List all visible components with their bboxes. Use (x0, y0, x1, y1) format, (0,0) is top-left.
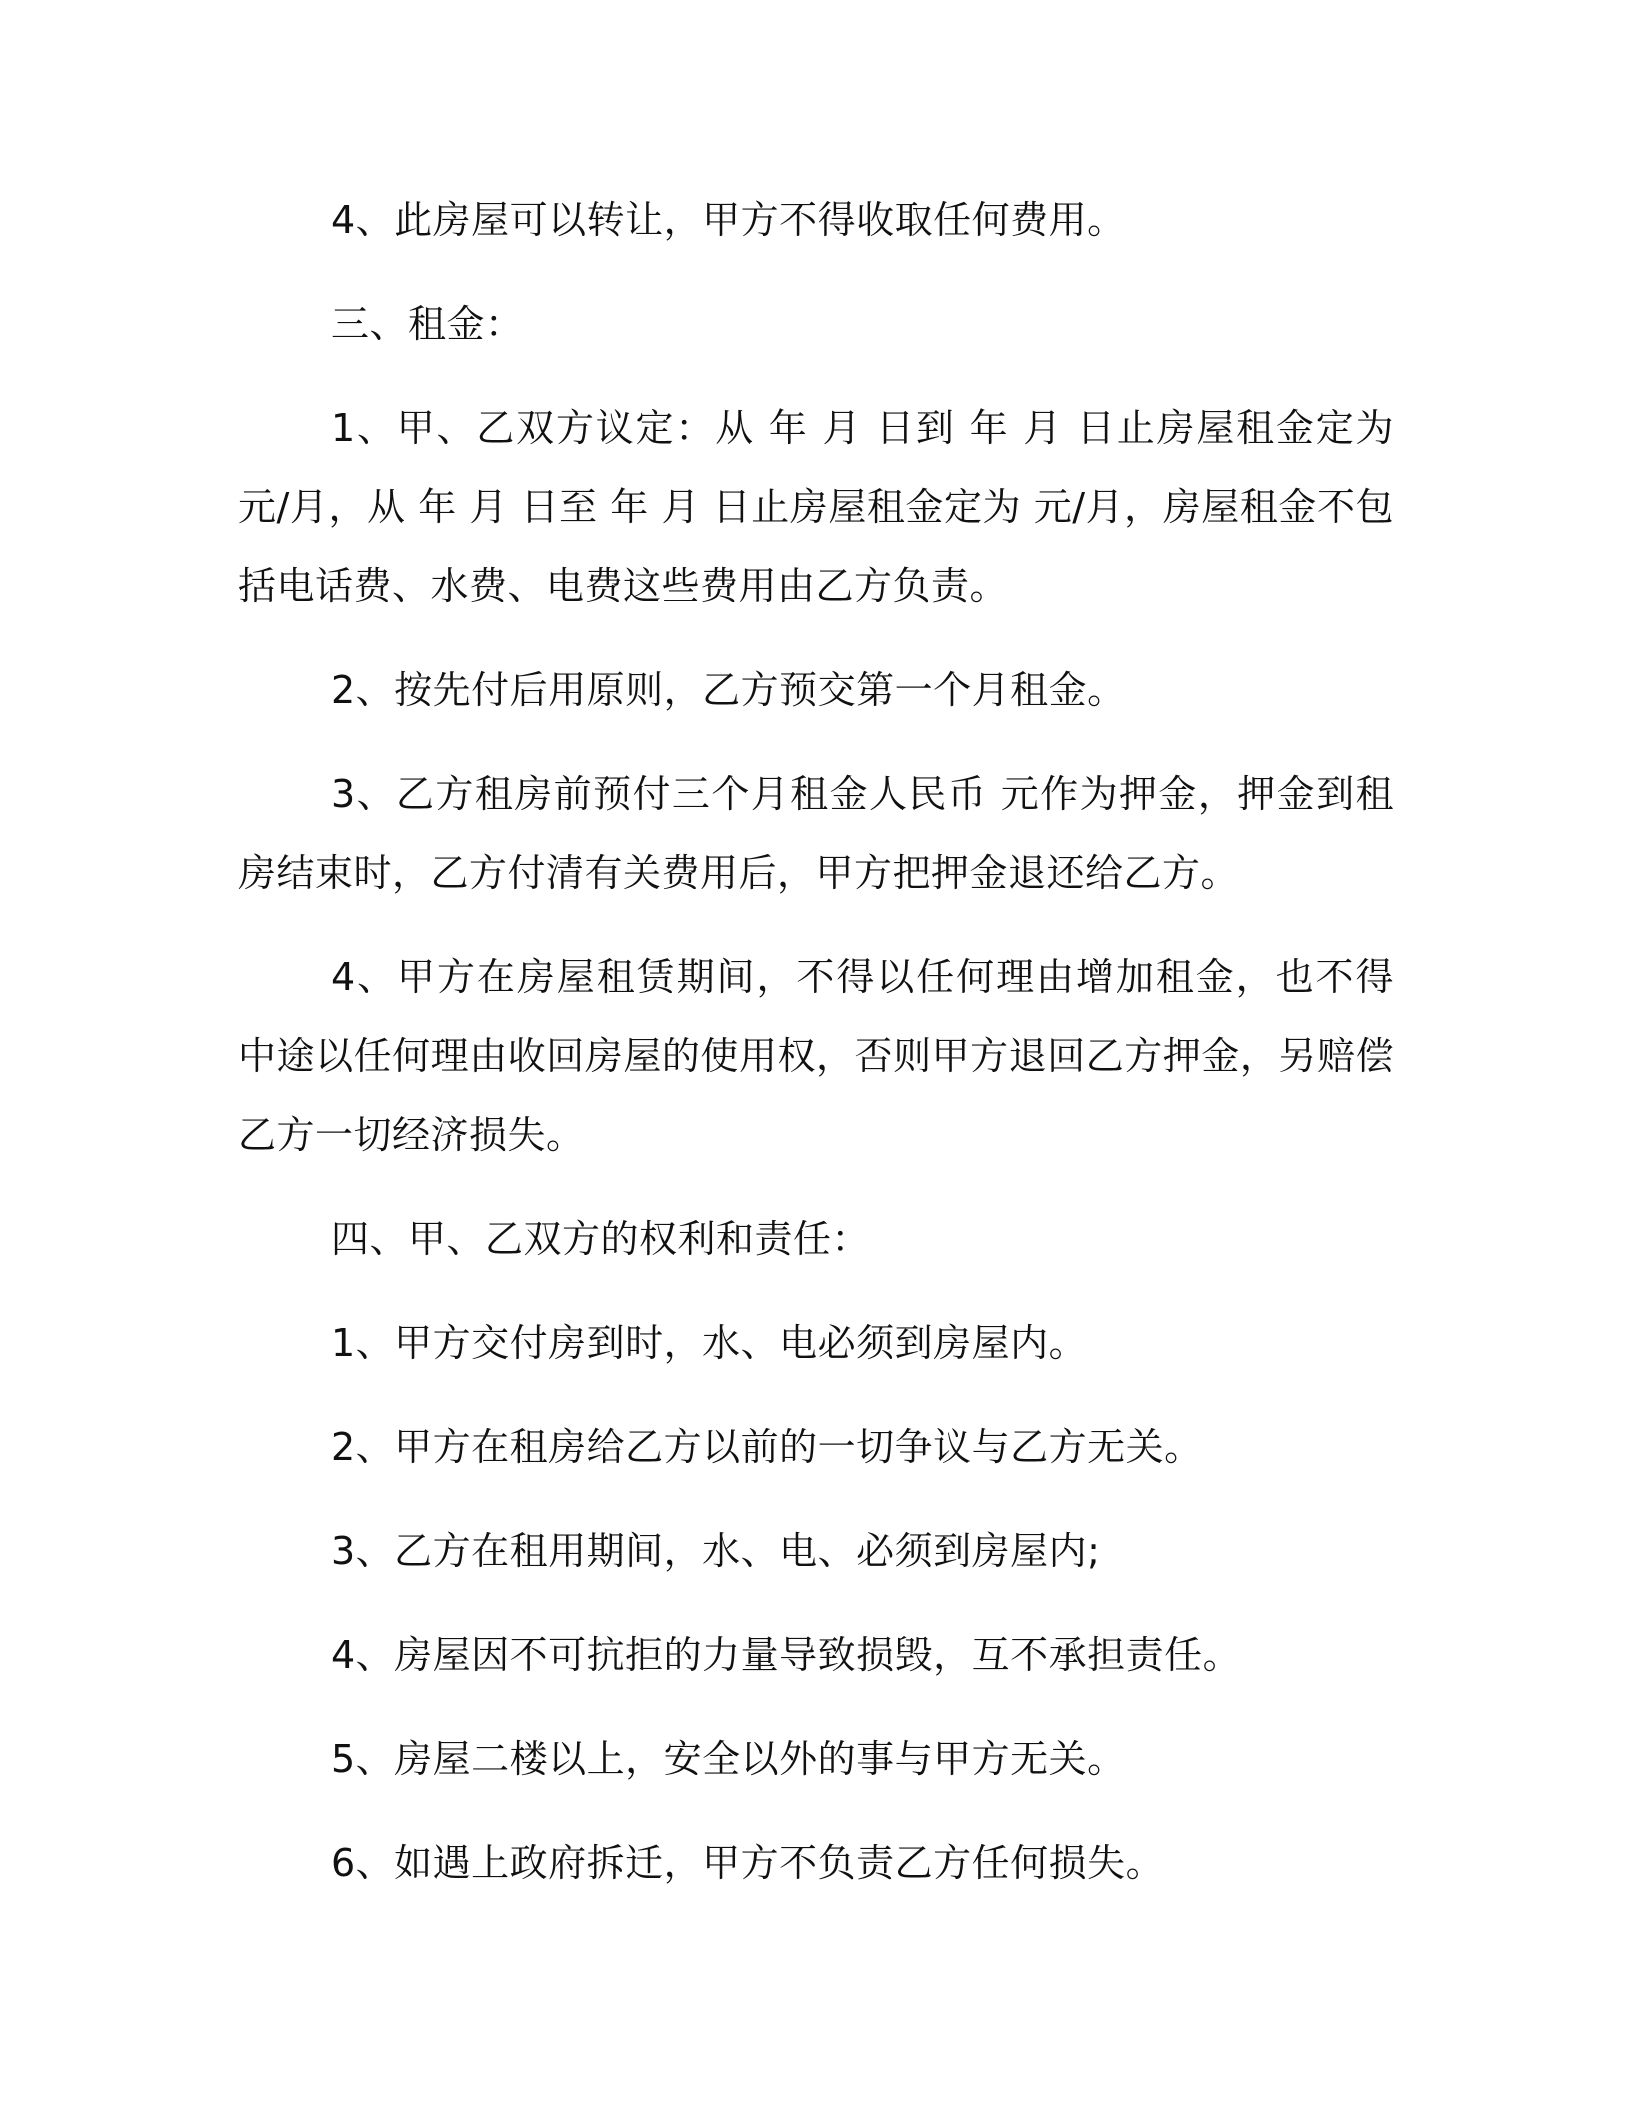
rights-clause-2-disputes: 2、甲方在租房给乙方以前的一切争议与乙方无关。 (331, 1425, 1203, 1469)
clause-3-4-transfer: 4、此房屋可以转让，甲方不得收取任何费用。 (331, 198, 1126, 242)
rights-clause-6-demolition: 6、如遇上政府拆迁，甲方不负责乙方任何损失。 (331, 1841, 1165, 1885)
rights-clause-5-safety: 5、房屋二楼以上，安全以外的事与甲方无关。 (331, 1737, 1126, 1781)
rent-clause-4-no-increase: 4、甲方在房屋租赁期间，不得以任何理由增加租金，也不得中途以任何理由收回房屋的使用权，否则甲方退回乙方押金，另赔偿乙方一切经济损失。 (238, 955, 1394, 1157)
rights-clause-3-utilities: 3、乙方在租用期间，水、电、必须到房屋内; (331, 1529, 1101, 1573)
rights-clause-4-force-majeure: 4、房屋因不可抗拒的力量导致损毁，互不承担责任。 (331, 1633, 1242, 1677)
section-heading-rent: 三、租金： (331, 302, 524, 346)
rent-clause-1-amount: 1、甲、乙双方议定：从 年 月 日到 年 月 日止房屋租金定为 元/月，从 年 月 日至 年 月 日止房屋租金定为 元/月，房屋租金不包括电话费、水费、电费这些费用由乙方负责。 (238, 406, 1394, 608)
section-heading-rights: 四、甲、乙双方的权利和责任： (331, 1217, 871, 1261)
rights-clause-1-utilities: 1、甲方交付房到时，水、电必须到房屋内。 (331, 1321, 1088, 1365)
rent-clause-3-deposit: 3、乙方租房前预付三个月租金人民币 元作为押金，押金到租房结束时，乙方付清有关费用后，甲方把押金退还给乙方。 (238, 772, 1394, 895)
rent-clause-2-prepay: 2、按先付后用原则，乙方预交第一个月租金。 (331, 668, 1126, 712)
